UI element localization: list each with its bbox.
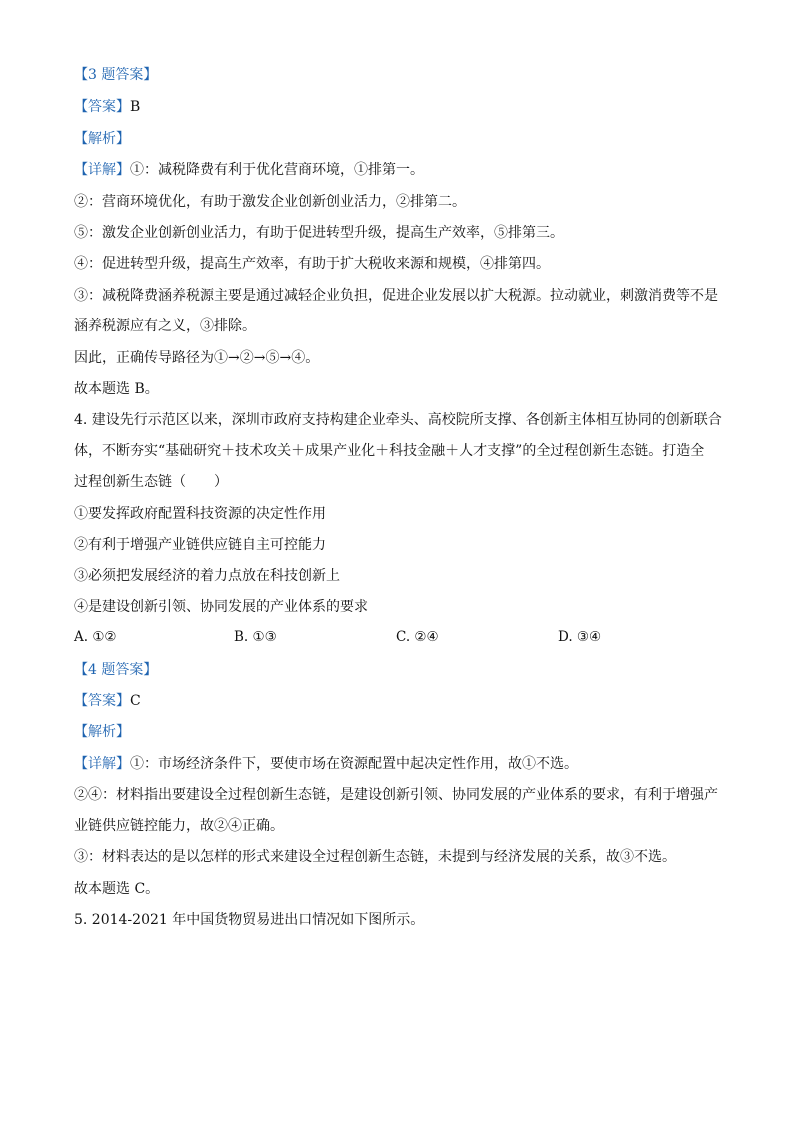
q4-analysis-label: 【解析】: [74, 724, 130, 740]
q4-answer-value: C: [130, 693, 141, 709]
q3-detail-line: [74, 160, 424, 180]
q3-detail-label: 【详解】: [74, 162, 130, 178]
q4-stem-line: 4. 建设先行示范区以来，深圳市政府支持构建企业牵头、高校院所支撑、各创新主体相互协同的创新联合: [74, 412, 722, 428]
q3-analysis-label: 【解析】: [74, 131, 130, 147]
q4-statement: ③必须把发展经济的着力点放在科技创新上: [74, 568, 340, 584]
q3-explanation-line: 因此，正确传导路径为①→②→⑤→④。: [74, 350, 320, 366]
q4-option-a: A. ①②: [74, 629, 117, 645]
q4-explanation-line: 业链供应链控能力，故②④正确。: [74, 818, 284, 834]
q3-answer-header: 【3 题答案】: [74, 67, 158, 83]
q3-conclusion: 故本题选 B。: [74, 381, 159, 397]
q3-answer-value: B: [130, 99, 141, 115]
q4-stem-line: 体，不断夯实“基础研究＋技术攻关＋成果产业化＋科技金融＋人才支撑”的全过程创新生态链。打造全: [74, 443, 705, 459]
q5-stem: 5. 2014-2021 年中国货物贸易进出口情况如下图所示。: [74, 912, 425, 928]
q4-detail-label: 【详解】: [74, 756, 130, 772]
q4-answer-header: 【4 题答案】: [74, 662, 158, 678]
q4-explanation-line: ②④：材料指出要建设全过程创新生态链，是建设创新引领、协同发展的产业体系的要求，有利于增强产: [74, 787, 718, 803]
q3-explanation-line: ③：减税降费涵养税源主要是通过减轻企业负担，促进企业发展以扩大税源。拉动就业，刺激消费等不是: [74, 288, 718, 304]
q4-statement: ②有利于增强产业链供应链自主可控能力: [74, 537, 326, 553]
q3-explanation-line: ②：营商环境优化，有助于激发企业创新创业活力，②排第二。: [74, 194, 466, 210]
q3-explanation-line: 涵养税源应有之义，③排除。: [74, 318, 256, 334]
q3-explanation-line: ⑤：激发企业创新创业活力，有助于促进转型升级，提高生产效率，⑤排第三。: [74, 225, 564, 241]
q4-statement: ④是建设创新引领、协同发展的产业体系的要求: [74, 599, 368, 615]
q4-option-b: B. ①③: [234, 629, 277, 645]
q4-explanation-line: ③：材料表达的是以怎样的形式来建设全过程创新生态链，未提到与经济发展的关系，故③不选。: [74, 849, 676, 865]
q4-option-d: D. ③④: [558, 629, 602, 645]
q3-answer-label: 【答案】: [74, 99, 130, 115]
q4-options: [74, 629, 714, 649]
q3-explanation-line: ①：减税降费有利于优化营商环境，①排第一。: [130, 162, 424, 178]
q4-answer-row: [74, 691, 141, 711]
q4-option-c: C. ②④: [396, 629, 439, 645]
q4-stem-line: 过程创新生态链（ ）: [74, 474, 228, 490]
q4-statement: ①要发挥政府配置科技资源的决定性作用: [74, 506, 326, 522]
q3-explanation-line: ④：促进转型升级，提高生产效率，有助于扩大税收来源和规模，④排第四。: [74, 256, 550, 272]
q4-conclusion: 故本题选 C。: [74, 881, 160, 897]
q3-answer-row: [74, 97, 140, 117]
q4-answer-label: 【答案】: [74, 693, 130, 709]
q4-explanation-line: ①：市场经济条件下，要使市场在资源配置中起决定性作用，故①不选。: [130, 756, 578, 772]
q4-detail-line: [74, 754, 578, 774]
